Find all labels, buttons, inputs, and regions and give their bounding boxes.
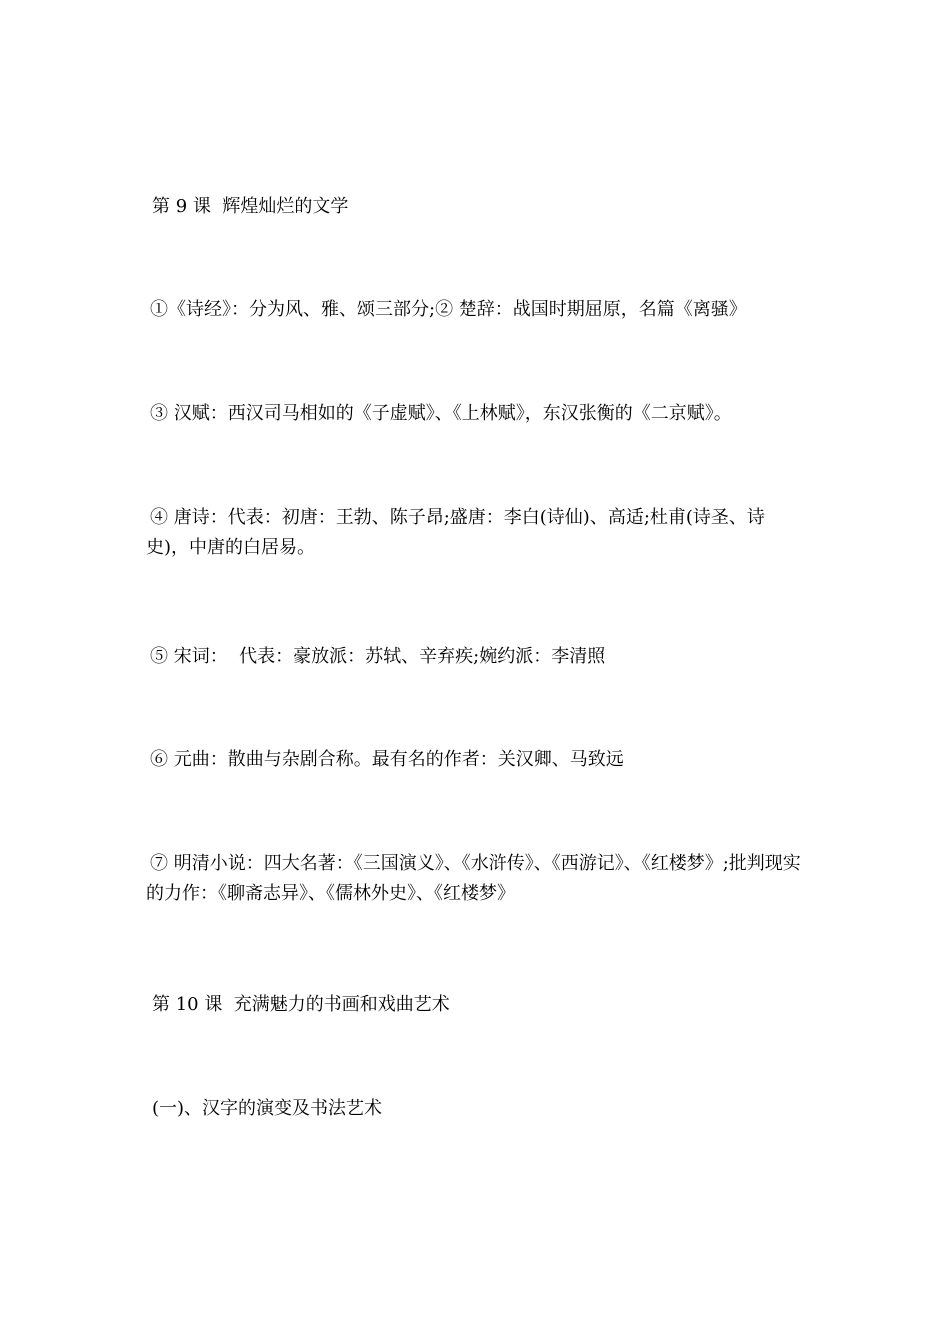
lesson9-item-2: ③ 汉赋：西汉司马相如的《子虚赋》、《上林赋》，东汉张衡的《二京赋》。 [150, 403, 732, 424]
lesson9-item-6: ⑦ 明清小说：四大名著：《三国演义》、《水浒传》、《西游记》、《红楼梦》;批判现实的力作：《聊斋志异》、《儒林外史》、《红楼梦》 [146, 853, 801, 904]
lesson9-item-5: ⑥ 元曲：散曲与杂剧合称。最有名的作者：关汉卿、马致远 [150, 749, 624, 770]
lesson9-item-4: ⑤ 宋词： 代表：豪放派：苏轼、辛弃疾;婉约派：李清照 [150, 646, 606, 667]
lesson9-item-1: ①《诗经》：分为风、雅、颂三部分;② 楚辞：战国时期屈原，名篇《离骚》 [150, 299, 747, 320]
lesson10-title: 第 10 课 充满魅力的书画和戏曲艺术 [152, 994, 450, 1015]
lesson9-title: 第 9 课 辉煌灿烂的文学 [152, 196, 349, 217]
lesson9-item-3: ④ 唐诗：代表：初唐：王勃、陈子昂;盛唐：李白(诗仙)、高适;杜甫(诗圣、诗史)，中唐的白居易。 [146, 507, 765, 558]
lesson10-section-1: (一)、汉字的演变及书法艺术 [152, 1098, 383, 1119]
